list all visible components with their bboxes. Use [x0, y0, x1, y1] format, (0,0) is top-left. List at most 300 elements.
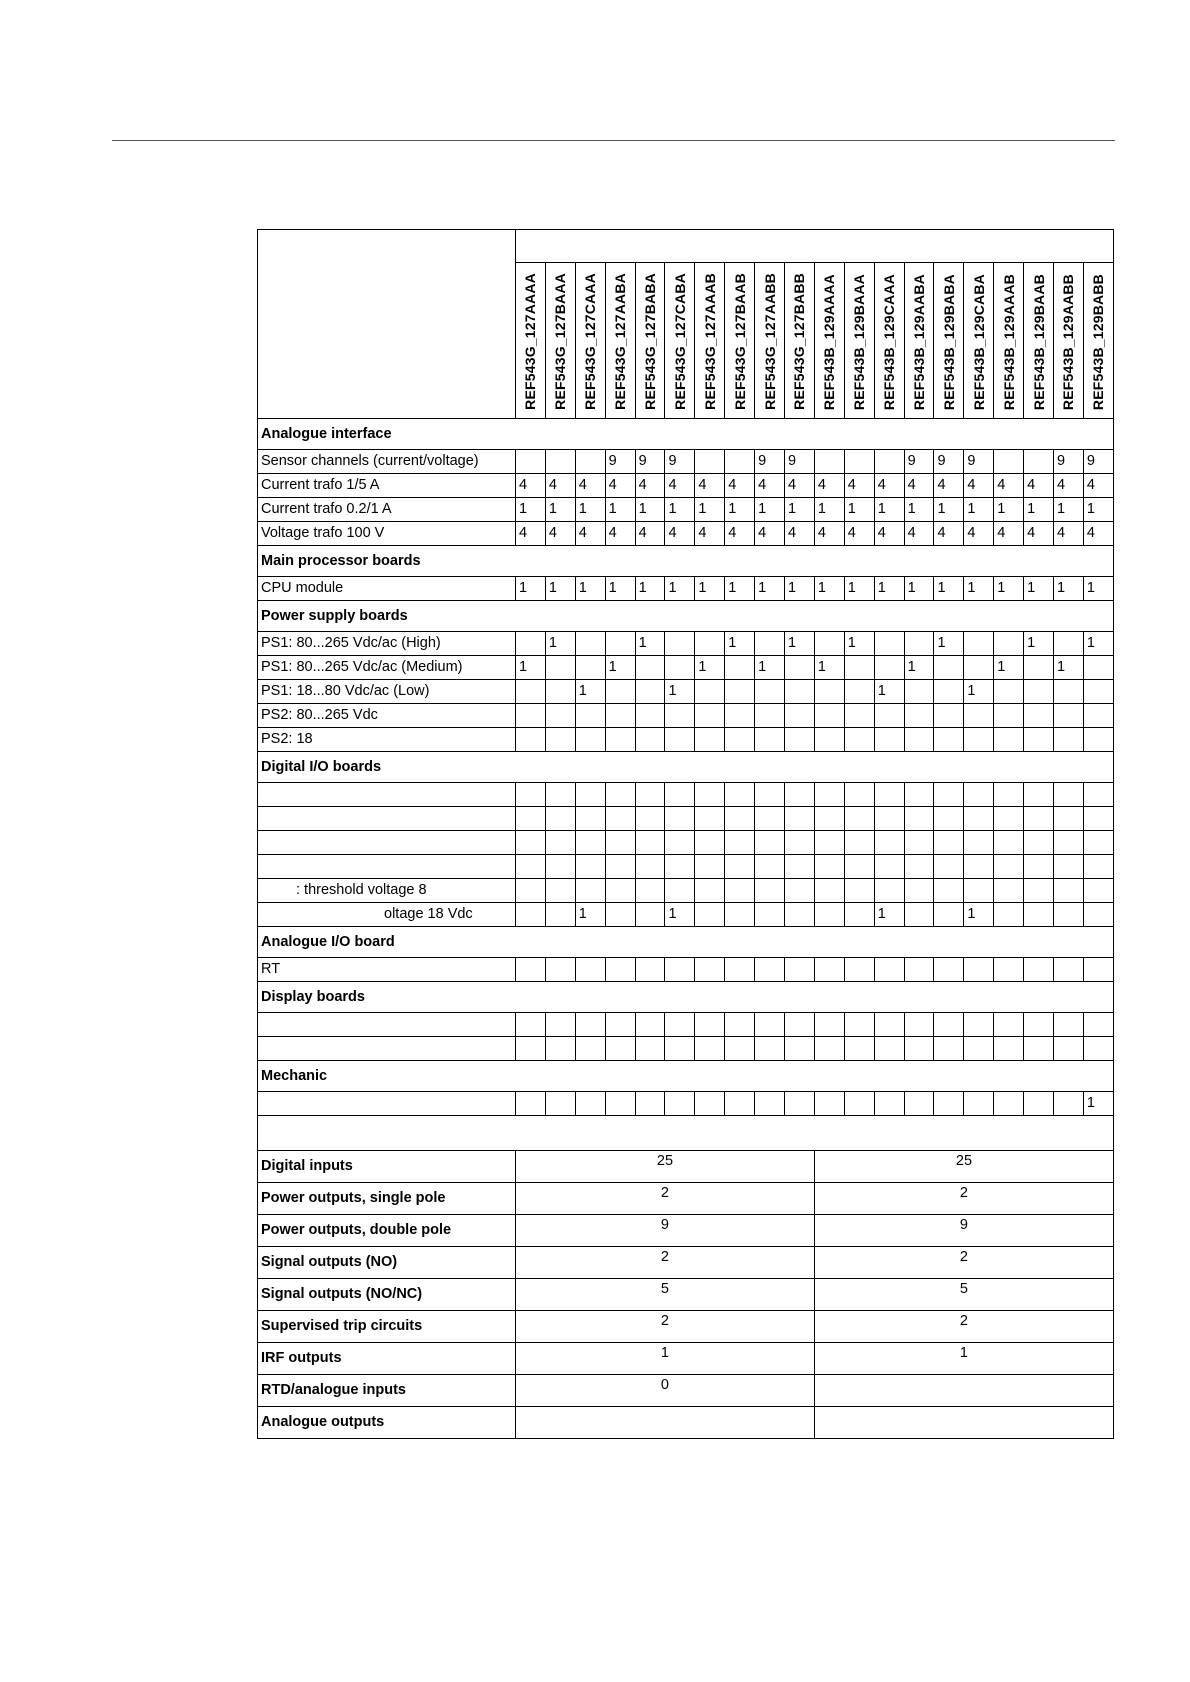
table-cell: [1024, 728, 1054, 752]
table-cell: [545, 1013, 575, 1037]
table-cell: [844, 831, 874, 855]
table-cell: [1054, 632, 1084, 656]
table-cell: [665, 632, 695, 656]
table-cell: [545, 855, 575, 879]
table-cell: [934, 831, 964, 855]
table-cell: [516, 632, 546, 656]
model-column-header: [994, 263, 1024, 419]
table-cell: [516, 807, 546, 831]
table-cell: 1: [665, 577, 695, 601]
table-cell: [1024, 656, 1054, 680]
table-cell: [1054, 1037, 1084, 1061]
table-cell: 4: [635, 522, 665, 546]
table-cell: 1: [725, 577, 755, 601]
table-cell: 1: [516, 577, 546, 601]
table-cell: [545, 958, 575, 982]
table-cell: 9: [605, 450, 635, 474]
table-cell: [904, 783, 934, 807]
table-cell: [605, 783, 635, 807]
table-cell: [844, 656, 874, 680]
table-cell: [964, 704, 994, 728]
table-cell: 4: [1024, 522, 1054, 546]
table-cell: [665, 807, 695, 831]
table-cell: [904, 632, 934, 656]
table-cell: [695, 1013, 725, 1037]
table-cell: [635, 1037, 665, 1061]
table-cell: [725, 450, 755, 474]
table-cell: 1: [695, 498, 725, 522]
table-cell: [755, 632, 785, 656]
table-cell: [904, 704, 934, 728]
table-cell: [874, 855, 904, 879]
table-cell: 1: [1024, 498, 1054, 522]
header-rule: [112, 140, 1115, 141]
model-name: REF543G_127AABA: [612, 273, 629, 410]
table-cell: [994, 903, 1024, 927]
table-cell: 4: [844, 522, 874, 546]
table-cell: [785, 958, 815, 982]
model-column-header: [1054, 263, 1084, 419]
data-row-rt: [258, 958, 1114, 982]
data-row-ps2_18: [258, 728, 1114, 752]
table-cell: [814, 879, 844, 903]
table-cell: 9: [964, 450, 994, 474]
row-label: : threshold voltage 8: [258, 879, 516, 903]
table-cell: 4: [665, 522, 695, 546]
table-cell: 1: [725, 632, 755, 656]
table-cell: [605, 680, 635, 704]
table-cell: [844, 1092, 874, 1116]
table-cell: [814, 855, 844, 879]
table-cell: [575, 783, 605, 807]
table-cell: [605, 1092, 635, 1116]
table-cell: [904, 1037, 934, 1061]
table-cell: 1: [964, 903, 994, 927]
table-cell: 1: [874, 498, 904, 522]
table-cell: [994, 728, 1024, 752]
table-cell: [785, 831, 815, 855]
table-cell: [545, 728, 575, 752]
table-cell: [814, 632, 844, 656]
table-cell: 1: [695, 656, 725, 680]
table-cell: [545, 656, 575, 680]
table-cell: [725, 831, 755, 855]
table-cell: 1: [605, 656, 635, 680]
table-cell: 4: [814, 474, 844, 498]
table-cell: [874, 656, 904, 680]
table-cell: [755, 1092, 785, 1116]
table-cell: [1083, 783, 1113, 807]
table-cell: [964, 831, 994, 855]
table-cell: [934, 728, 964, 752]
table-cell: [1054, 704, 1084, 728]
table-cell: 4: [635, 474, 665, 498]
table-cell: [785, 879, 815, 903]
summary-value-g: 0: [516, 1375, 815, 1407]
table-cell: 1: [605, 577, 635, 601]
table-cell: [575, 1037, 605, 1061]
table-cell: [725, 855, 755, 879]
table-cell: 1: [1083, 498, 1113, 522]
table-cell: [934, 1092, 964, 1116]
table-cell: 1: [874, 903, 904, 927]
table-cell: [575, 1092, 605, 1116]
table-cell: [1024, 807, 1054, 831]
data-row-mech: [258, 1092, 1114, 1116]
table-cell: [665, 879, 695, 903]
table-cell: [964, 656, 994, 680]
table-cell: 4: [934, 522, 964, 546]
table-cell: [1083, 958, 1113, 982]
table-cell: [1054, 855, 1084, 879]
table-cell: [994, 1013, 1024, 1037]
table-cell: [964, 855, 994, 879]
table-cell: [516, 680, 546, 704]
row-label: [258, 783, 516, 807]
table-cell: [874, 1037, 904, 1061]
table-cell: 1: [1024, 577, 1054, 601]
table-cell: 1: [934, 632, 964, 656]
section-row-display: [258, 982, 1114, 1013]
table-cell: [934, 1013, 964, 1037]
table-cell: 1: [1024, 632, 1054, 656]
table-cell: [785, 1092, 815, 1116]
data-row-ps1_low: [258, 680, 1114, 704]
empty-row: [258, 831, 1114, 855]
table-cell: [994, 450, 1024, 474]
table-cell: [635, 903, 665, 927]
table-cell: [516, 855, 546, 879]
table-cell: [1024, 704, 1054, 728]
table-cell: [605, 1013, 635, 1037]
row-label: [258, 807, 516, 831]
table-cell: [964, 807, 994, 831]
table-cell: [994, 831, 1024, 855]
table-cell: [575, 958, 605, 982]
table-cell: [785, 807, 815, 831]
table-cell: [1083, 656, 1113, 680]
summary-value-g: 2: [516, 1183, 815, 1215]
summary-row: [258, 1343, 1114, 1375]
table-cell: [755, 958, 785, 982]
table-cell: [575, 704, 605, 728]
table-cell: [994, 958, 1024, 982]
table-cell: [814, 680, 844, 704]
summary-label: Supervised trip circuits: [258, 1311, 516, 1343]
section-title: Main processor boards: [258, 546, 1114, 577]
table-cell: 1: [1054, 656, 1084, 680]
table-cell: [785, 1037, 815, 1061]
table-cell: [635, 855, 665, 879]
table-cell: 1: [994, 498, 1024, 522]
model-column-header: [874, 263, 904, 419]
table-cell: [814, 903, 844, 927]
summary-value-g: 1: [516, 1343, 815, 1375]
table-cell: 1: [1083, 1092, 1113, 1116]
summary-row: [258, 1215, 1114, 1247]
model-column-header: [934, 263, 964, 419]
table-cell: [695, 903, 725, 927]
table-cell: [934, 958, 964, 982]
table-cell: [575, 831, 605, 855]
table-cell: 4: [964, 474, 994, 498]
table-cell: 4: [516, 522, 546, 546]
table-cell: [994, 855, 1024, 879]
table-cell: 1: [545, 577, 575, 601]
summary-label: Signal outputs (NO): [258, 1247, 516, 1279]
table-cell: 1: [874, 577, 904, 601]
empty-row: [258, 807, 1114, 831]
table-cell: [755, 831, 785, 855]
row-label: [258, 1013, 516, 1037]
table-cell: [635, 831, 665, 855]
summary-value-b: 2: [814, 1183, 1113, 1215]
row-label: [258, 855, 516, 879]
table-cell: [545, 450, 575, 474]
table-cell: [844, 728, 874, 752]
summary-label: Analogue outputs: [258, 1407, 516, 1439]
table-cell: 1: [994, 577, 1024, 601]
table-cell: [1083, 807, 1113, 831]
model-name: REF543B_129AABB: [1060, 273, 1077, 410]
table-cell: 1: [725, 498, 755, 522]
table-cell: 1: [575, 903, 605, 927]
table-cell: 1: [964, 498, 994, 522]
table-cell: [994, 680, 1024, 704]
table-cell: [545, 1092, 575, 1116]
table-cell: [695, 728, 725, 752]
table-cell: 1: [545, 632, 575, 656]
table-cell: [1083, 903, 1113, 927]
table-cell: [516, 958, 546, 982]
table-cell: [605, 632, 635, 656]
table-cell: 1: [785, 632, 815, 656]
table-cell: 9: [1083, 450, 1113, 474]
summary-row: [258, 1247, 1114, 1279]
model-column-header: [904, 263, 934, 419]
table-cell: [814, 807, 844, 831]
table-cell: [994, 783, 1024, 807]
data-row-dio_v18: [258, 903, 1114, 927]
table-cell: [695, 855, 725, 879]
section-title: Display boards: [258, 982, 1114, 1013]
table-cell: [605, 958, 635, 982]
table-cell: [665, 704, 695, 728]
table-cell: [814, 831, 844, 855]
summary-value-b: 2: [814, 1311, 1113, 1343]
table-cell: [994, 807, 1024, 831]
table-cell: [755, 1037, 785, 1061]
table-cell: [575, 1013, 605, 1037]
table-cell: 4: [1083, 522, 1113, 546]
table-cell: [1054, 728, 1084, 752]
table-cell: 1: [785, 577, 815, 601]
table-cell: 4: [755, 522, 785, 546]
table-cell: [605, 807, 635, 831]
table-cell: [1024, 903, 1054, 927]
table-cell: [994, 1037, 1024, 1061]
table-cell: 1: [904, 656, 934, 680]
table-cell: 4: [1024, 474, 1054, 498]
table-cell: 4: [545, 474, 575, 498]
table-cell: [934, 903, 964, 927]
table-cell: 4: [874, 474, 904, 498]
table-cell: [874, 450, 904, 474]
table-cell: 9: [755, 450, 785, 474]
summary-value-b: 25: [814, 1151, 1113, 1183]
table-cell: [755, 783, 785, 807]
table-cell: [1024, 680, 1054, 704]
row-label: [258, 831, 516, 855]
table-cell: [635, 680, 665, 704]
model-column-header: [575, 263, 605, 419]
table-cell: [516, 1092, 546, 1116]
section-row-analogue_io: [258, 927, 1114, 958]
data-row-vt100: [258, 522, 1114, 546]
table-cell: [545, 1037, 575, 1061]
row-label: oltage 18 Vdc: [258, 903, 516, 927]
table-cell: [635, 1013, 665, 1037]
model-column-header: [785, 263, 815, 419]
table-cell: [814, 704, 844, 728]
table-cell: 1: [934, 577, 964, 601]
table-cell: 9: [934, 450, 964, 474]
table-cell: 1: [904, 498, 934, 522]
table-cell: 4: [994, 474, 1024, 498]
table-cell: [785, 855, 815, 879]
summary-row: [258, 1407, 1114, 1439]
table-cell: [575, 656, 605, 680]
table-cell: [904, 855, 934, 879]
table-cell: 4: [665, 474, 695, 498]
table-cell: [725, 1092, 755, 1116]
table-cell: [516, 1037, 546, 1061]
table-cell: [904, 831, 934, 855]
table-cell: [844, 450, 874, 474]
product-configuration-table: [257, 229, 1114, 1439]
table-cell: [1083, 704, 1113, 728]
model-name: REF543B_129BABA: [940, 273, 957, 410]
table-cell: [575, 807, 605, 831]
table-cell: 9: [635, 450, 665, 474]
table-cell: [844, 680, 874, 704]
table-cell: [1024, 1092, 1054, 1116]
table-cell: [964, 1037, 994, 1061]
table-cell: [814, 1037, 844, 1061]
table-cell: [874, 783, 904, 807]
empty-row: [258, 1037, 1114, 1061]
table-cell: [874, 831, 904, 855]
model-name: REF543B_129AABA: [911, 273, 928, 410]
table-cell: 9: [785, 450, 815, 474]
table-cell: 4: [755, 474, 785, 498]
table-cell: [1024, 783, 1054, 807]
row-label: PS2: 18: [258, 728, 516, 752]
summary-value-g: 2: [516, 1247, 815, 1279]
table-cell: 1: [516, 498, 546, 522]
table-cell: [545, 680, 575, 704]
table-cell: [695, 680, 725, 704]
table-cell: [934, 879, 964, 903]
table-cell: [904, 807, 934, 831]
table-cell: 1: [665, 903, 695, 927]
model-name: REF543G_127CABA: [671, 273, 688, 410]
table-cell: [605, 728, 635, 752]
table-cell: [635, 958, 665, 982]
table-cell: [785, 903, 815, 927]
table-cell: [934, 807, 964, 831]
data-row-dio_thr8: [258, 879, 1114, 903]
row-label: RT: [258, 958, 516, 982]
table-cell: [516, 831, 546, 855]
row-label: PS2: 80...265 Vdc: [258, 704, 516, 728]
table-cell: 4: [516, 474, 546, 498]
header-band-cell: [516, 230, 1114, 263]
table-cell: [516, 728, 546, 752]
data-row-ct15: [258, 474, 1114, 498]
summary-value-b: [814, 1407, 1113, 1439]
empty-row: [258, 855, 1114, 879]
table-cell: [994, 704, 1024, 728]
model-name: REF543B_129BAAA: [851, 273, 868, 410]
table-cell: 1: [635, 632, 665, 656]
table-cell: [545, 831, 575, 855]
table-cell: 1: [874, 680, 904, 704]
table-cell: 1: [1083, 577, 1113, 601]
table-cell: 1: [844, 577, 874, 601]
header-top-row: [258, 230, 1114, 263]
table-cell: [605, 879, 635, 903]
table-cell: [814, 728, 844, 752]
table-cell: [785, 783, 815, 807]
table-cell: [785, 704, 815, 728]
table-cell: [844, 704, 874, 728]
summary-value-b: [814, 1375, 1113, 1407]
table-cell: [785, 656, 815, 680]
table-cell: 4: [934, 474, 964, 498]
row-label: Current trafo 1/5 A: [258, 474, 516, 498]
data-row-ps1_high: [258, 632, 1114, 656]
summary-value-b: 1: [814, 1343, 1113, 1375]
model-name: REF543B_129CABA: [970, 273, 987, 410]
table-cell: 1: [904, 577, 934, 601]
table-cell: [725, 1013, 755, 1037]
table-cell: [575, 632, 605, 656]
table-cell: [904, 1092, 934, 1116]
table-cell: 1: [814, 577, 844, 601]
table-cell: [874, 728, 904, 752]
table-cell: [1083, 680, 1113, 704]
table-cell: [665, 728, 695, 752]
table-cell: 1: [665, 680, 695, 704]
table-cell: [725, 704, 755, 728]
table-cell: [665, 855, 695, 879]
table-cell: [665, 1092, 695, 1116]
table-cell: [1054, 879, 1084, 903]
table-cell: [814, 958, 844, 982]
table-cell: 9: [904, 450, 934, 474]
table-cell: [605, 903, 635, 927]
table-cell: [665, 958, 695, 982]
table-cell: [605, 704, 635, 728]
table-cell: 9: [1054, 450, 1084, 474]
table-cell: 4: [814, 522, 844, 546]
table-cell: 1: [1083, 632, 1113, 656]
row-label: Voltage trafo 100 V: [258, 522, 516, 546]
table-cell: [844, 855, 874, 879]
table-cell: [665, 783, 695, 807]
table-cell: [1024, 450, 1054, 474]
